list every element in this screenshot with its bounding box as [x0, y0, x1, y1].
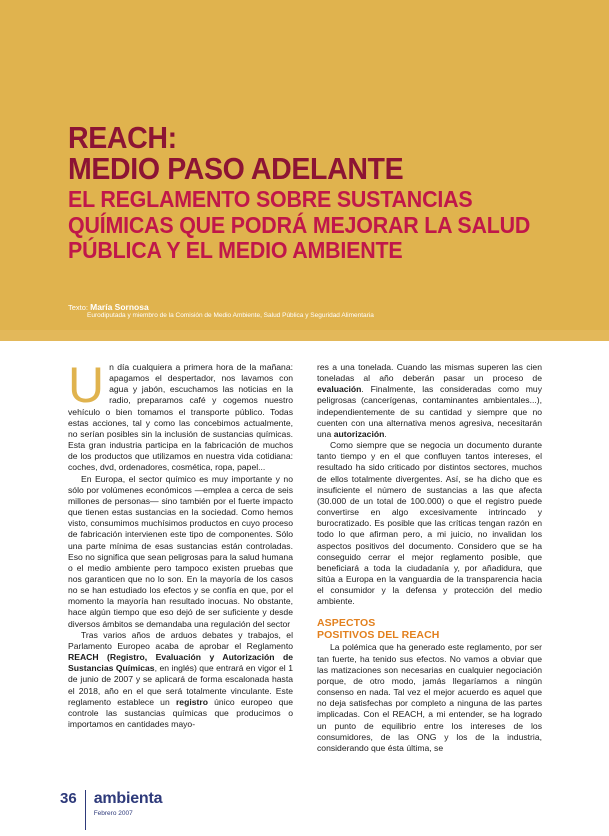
paragraph-intro-text: n día cualquiera a primera hora de la mañana: apagamos el despertador, nos lavamos con agua y jabón, escuchamos las noticias en la radio, preparamos café y cogemos nuestro vehículo o bien tomamos el transporte público. Todas estas acciones, tal y como las concebimos actualmente, no serían posibles sin la inclusión de sustancias químicas. Esta gran industria participa en la fabricación de muchos de los productos que utilizamos en nuestra vida cotidiana: coches, dvd, ordenadores, cosmética, ropa, papel...	[68, 362, 293, 473]
paragraph-reach-part-a: Tras varios años de arduos debates y trabajos, el Parlamento Europeo acaba de aprobar el Reglamento	[68, 629, 293, 651]
byline-label: Texto:	[68, 303, 89, 312]
magazine-name: ambienta	[93, 790, 163, 807]
page-title-line-2: MEDIO PASO ADELANTE	[68, 151, 404, 186]
page-title-line-1: REACH:	[68, 120, 177, 155]
page-subtitle-line-1: EL REGLAMENTO SOBRE SUSTANCIAS	[68, 186, 473, 212]
drop-cap-letter: U	[68, 357, 105, 413]
body-column-2	[317, 362, 542, 754]
page-number: 36	[60, 790, 77, 807]
byline-author-role: Eurodiputada y miembro de la Comisión de Medio Ambiente, Salud Pública y Seguridad Alimentaria	[87, 312, 374, 319]
reach-acronym-bold: REACH (Registro, Evaluación y Autorización de Sustancias Químicas	[68, 652, 293, 674]
section-heading-line-2: POSITIVOS DEL REACH	[317, 628, 440, 641]
byline	[68, 303, 374, 321]
issue-date: Febrero 2007	[93, 810, 133, 817]
byline-author-name: María Sornosa	[90, 302, 149, 312]
paragraph-tonnage	[317, 362, 542, 440]
article-body	[68, 357, 542, 782]
footer-brand-block	[94, 790, 163, 818]
registro-bold: registro	[175, 696, 208, 707]
article-title-block	[68, 122, 568, 264]
autorizacion-bold: autorización	[333, 428, 385, 439]
paragraph-tonnage-part-e: .	[384, 428, 387, 439]
footer-divider	[85, 790, 86, 830]
paragraph-tonnage-part-a: res a una tonelada. Cuando las mismas superen las cien toneladas al año deberán pasar un proceso de	[317, 362, 542, 384]
section-heading-line-1: ASPECTOS	[317, 617, 376, 630]
page-subtitle-line-2: QUÍMICAS QUE PODRÁ MEJORAR LA SALUD	[68, 211, 531, 238]
paragraph-reach-part-c: , en inglés) que entrará en vigor el 1 de junio de 2007 y se aplicará de forma escalonada hasta el 2018, año en el que será totalmente vinculante. Este reglamento establece un	[68, 663, 293, 707]
section-heading	[317, 618, 542, 641]
evaluacion-bold: evaluación	[317, 384, 362, 395]
paragraph-criticism: Como siempre que se negocia un documento durante tanto tiempo y en el que confluyen tantos intereses, el resultado ha sido criticado por distintos sectores, muchos de ellos totalmente divergentes. Así, se ha dicho que es insuficiente el número de sustancias a las que afecta (30.000 de un total de 100.000) o que el registro puede convertirse en algo excesivamente intrincado y burocratizado. Es posible que las críticas tengan razón en todo lo que afirman pero, a mi juicio, no invalidan los aspectos positivos del documento. Considero que se ha conseguido cerrar el mejor reglamento posible, que beneficiará a toda la ciudadanía y, por añadidura, que sitúa a Europa en la vanguardia de la transparencia hacia el consumidor y la defensa y protección del medio ambiente.	[317, 440, 542, 607]
paragraph-europe: En Europa, el sector químico es muy importante y no sólo por volúmenes económicos —emplea a cerca de seis millones de personas— sino también por el fuerte impacto que tienen estas sustancias en la sociedad. Como hemos visto, consumimos muchísimos productos en cuyo proceso de fabricación intervienen este tipo de componentes. Sólo una parte mínima de esas sustancias están controladas. Eso no significa que sean peligrosas para la salud humana o el medio ambiente pero tampoco existen pruebas que nos garanticen que no lo son. En la mayoría de los casos no se han estudiado los efectos y se confía en que, por el momento la mayoría han resultado inocuas. No obstante, hace algún tiempo que eso dejó de ser suficiente y desde diversos ámbitos se demandaba una regulación del sector	[68, 473, 293, 629]
masthead-bottom-strip	[0, 330, 609, 341]
byline-author-line	[68, 303, 374, 312]
paragraph-tonnage-part-c: . Finalmente, las consideradas como muy peligrosas (cancerígenas, contaminantes ambientales...), independientemente de su cantidad y siempre que no cuenten con una alternativa menos agresiva, necesitarán una	[317, 384, 542, 439]
body-column-1	[68, 357, 293, 730]
article-subtitle	[68, 187, 568, 264]
page-subtitle-line-3: PÚBLICA Y EL MEDIO AMBIENTE	[68, 237, 403, 263]
paragraph-reach-part-e: único europeo que controle las sustancias químicas que producimos o importamos en cantidades mayo-	[68, 696, 293, 729]
paragraph-polemica: La polémica que ha generado este reglamento, por ser tan fuerte, ha tenido sus efectos. No vamos a obviar que las matizaciones son necesarias en cualquier negociación porque, de otro modo, jamás llegaríamos a ningún consenso en nada. Tal vez el mejor acuerdo es aquel que no deja satisfechas por completo a ninguna de las partes implicadas. Con el REACH, a mi entender, se ha logrado un punto de equilibrio entre los intereses de los consumidores, de las ONG y los de la industria, considerando que ésta última, se	[317, 642, 542, 753]
page-footer	[60, 790, 162, 832]
paragraph-reach-regulation	[68, 630, 293, 730]
paragraph-intro	[68, 357, 293, 474]
